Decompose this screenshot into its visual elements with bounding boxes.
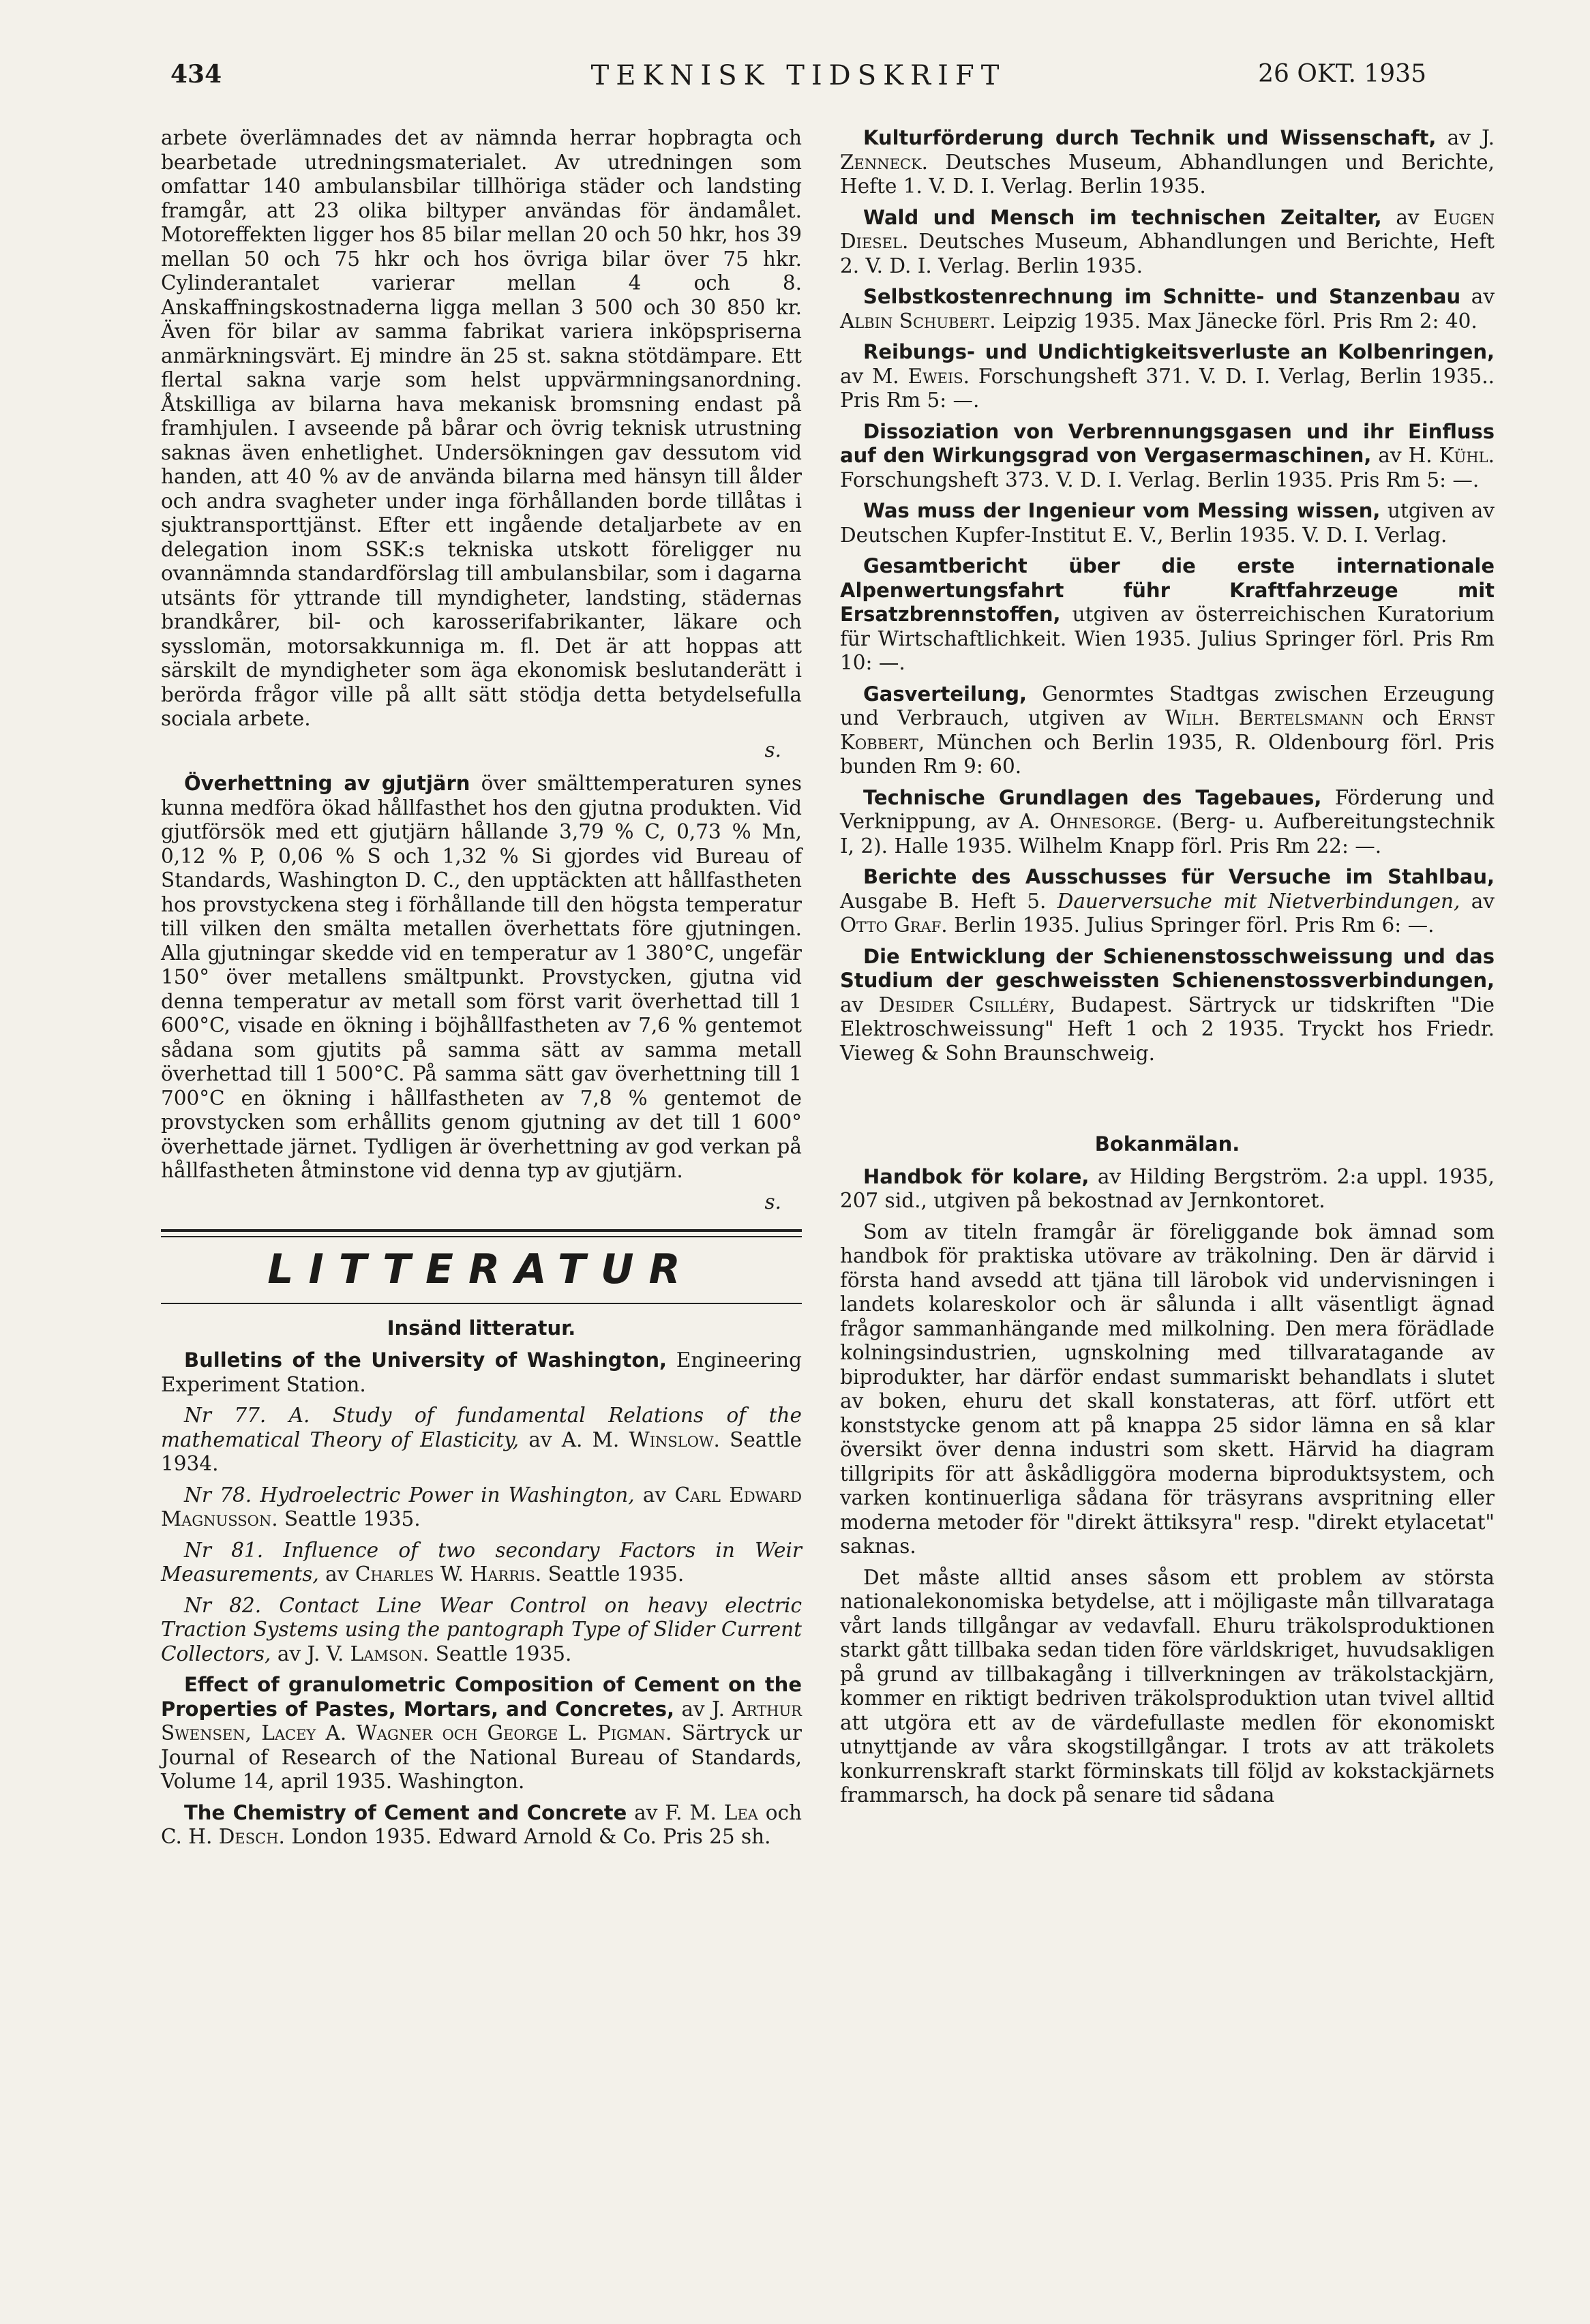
ambulance-paragraph: arbete överlämnades det av nämnda herrar hopbragta och bearbetade utredningsmaterialet. Av utredningen som omfattar 140 ambulansbilar tillhöriga städer och landsting framgår, att 23 olika biltyper användas för ändamålet. Motoreffekten ligger hos 85 bilar mellan 20 och 50 hkr, hos 39 mellan 50 och 75 hkr och hos övriga bilar över 75 hkr. Cylinderantalet varierar mellan 4 och 8. Anskaffningskostnaderna ligga mellan 3 500 och 30 850 kr. Även för bilar av samma fabrikat variera inköpspriserna anmärkningsvärt. Ej mindre än 25 st. sakna stötdämpare. Ett flertal sakna varje som helst uppvärmningsanordning. Åtskilliga av bilarna hava mekanisk bromsning endast på framhjulen. I avseende på bårar och övrig teknisk utrustning saknas även enhetlighet. Undersökningen gav dessutom vid handen, att 40 % av de använda bilarna med hänsyn till ålder och andra svagheter under inga förhållanden borde tillåtas i sjuktransporttjänst. Efter ett ingående detaljarbete av en delegation inom SSK:s tekniska utskott föreligger nu ovannämnda standardförslag till ambulansbilar, som i dagarna utsänts för yttrande till myndigheter, landsting, städernas brandkårer, bil- och karosserifabrikanter, läkare och sysslomän, motorsakkunniga m. fl. Det är att hoppas att särskilt de myndigheter som äga ekonomisk beslutanderätt i berörda frågor ville på allt sätt stödja detta betydelsefulla sociala arbete.	[161, 126, 802, 730]
literature-entry: Effect of granulometric Composition of Cement on the Properties of Pastes, Mortars, and Concretes, av J. Arthur Swensen, Lacey A. Wagner och George L. Pigman. Särtryck ur Journal of Research of the National Bureau of Standards, Volume 14, april 1935. Washington.	[161, 1673, 802, 1793]
literature-entry: The Chemistry of Cement and Concrete av F. M. Lea och C. H. Desch. London 1935. Edward Arnold & Co. Pris 25 sh.	[161, 1800, 802, 1848]
right-column	[840, 126, 1495, 1815]
literature-entry: Nr 82. Contact Line Wear Control on heavy electric Traction Systems using the pantograph Type of Slider Current Collectors, av J. V. Lamson. Seattle 1935.	[161, 1593, 802, 1665]
review-paragraph: Det måste alltid anses såsom ett problem av största nationalekonomiska betydelse, att i möjligaste mån tillvarataga vårt lands tillgångar av vedavfall. Ehuru träkolsproduktionen starkt gått tillbaka sedan tiden före världskriget, huvudsakligen på grund av tillbakagång i tillverkningen av träkolstackjärn, kommer en riktigt bedriven träkolsproduktion utan tvivel alltid att utgöra ett av de värdefullaste medlen för ekonomiskt utnyttjande av våra skogstillgångar. I trots av att träkolets konkurrenskraft starkt förminskats till följd av kokstackjärnets frammarsch, ha dock på senare tid sådana	[840, 1565, 1495, 1807]
literature-entry: Was muss der Ingenieur vom Messing wissen, utgiven av Deutschen Kupfer-Institut E. V., Berlin 1935. V. D. I. Verlag.	[840, 499, 1495, 547]
page-header	[170, 60, 1426, 108]
subsection-title: Bokanmälan.	[1094, 1132, 1240, 1156]
subsection-title: Insänd litteratur.	[387, 1316, 576, 1340]
signature: s.	[764, 1190, 781, 1213]
overheating-paragraph: Överhettning av gjutjärn över smälttemperaturen synes kunna medföra ökad hållfasthet hos den gjutna produkten. Vid gjutförsök med ett gjutjärn hållande 3,79 % C, 0,73 % Mn, 0,12 % P, 0,06 % S och 1,32 % Si gjordes vid Bureau of Standards, Washington D. C., den upptäckten att hållfastheten hos provstyckena steg i förhållande till den högsta temperatur till vilken den smälta metallen överhettats före gjutningen. Alla gjutningar skedde vid en temperatur av 1 380°C, ungefär 150° över metallens smältpunkt. Provstycken, gjutna vid denna temperatur av metall som först varit överhettad till 1 600°C, visade en ökning i böjhållfastheten av 7,6 % gentemot sådana som gjutits på samma sätt av samma metall överhettad till 1 500°C. På samma sätt gav överhettning till 1 700°C en ökning i hållfastheten av 7,8 % gentemot de provstycken som erhållits genom gjutning av det till 1 600° överhettade järnet. Tydligen är överhettning av god verkan på hållfastheten åtminstone vid denna typ av gjutjärn.	[161, 772, 802, 1182]
left-column	[161, 126, 802, 1856]
literature-entry: Die Entwicklung der Schienenstosschweissung und das Studium der geschweissten Schienenstossverbindungen, av Desider Csilléry, Budapest. Särtryck ur tidskriften "Die Elektroschweissung" Heft 1 och 2 1935. Tryckt hos Friedr. Vieweg & Sohn Braunschweig.	[840, 944, 1495, 1065]
section-title: LITTERATUR	[267, 1246, 695, 1293]
literature-entry: Nr 81. Influence of two secondary Factors in Weir Measurements, av Charles W. Harris. Seattle 1935.	[161, 1538, 802, 1586]
journal-title: TEKNISK TIDSKRIFT	[590, 60, 1006, 91]
literature-entry: Dissoziation von Verbrennungsgasen und ihr Einfluss auf den Wirkungsgrad von Vergasermaschinen, av H. Kühl. Forschungsheft 373. V. D. I. Verlag. Berlin 1935. Pris Rm 5: —.	[840, 419, 1495, 492]
signature: s.	[764, 738, 781, 761]
literature-entry: Reibungs- und Undichtigkeitsverluste an Kolbenringen, av M. Eweis. Forschungsheft 371. V. D. I. Verlag, Berlin 1935.. Pris Rm 5: —.	[840, 340, 1495, 412]
literature-entry: Wald und Mensch im technischen Zeitalter, av Eugen Diesel. Deutsches Museum, Abhandlungen und Berichte, Heft 2. V. D. I. Verlag. Berlin 1935.	[840, 205, 1495, 277]
literature-entry: Nr 77. A. Study of fundamental Relations of the mathematical Theory of Elasticity, av A. M. Winslow. Seattle 1934.	[161, 1404, 802, 1475]
page-number: 434	[170, 60, 222, 89]
article-heading: Överhettning av gjutjärn	[184, 772, 470, 795]
literature-entry: Bulletins of the University of Washington, Engineering Experiment Station.	[161, 1348, 802, 1396]
review-paragraph: Som av titeln framgår är föreliggande bok ämnad som handbok för praktiska utövare av träkolning. Den är därvid i första hand avsedd att tjäna till lärobok vid undervisningen i landets kolareskolor och är sålunda i allt väsentligt ägnad frågor sammanhängande med milkolning. Den mera förädlade kolningsindustrien, ugnskolning med tillvaratagande av biprodukter, har därför endast summariskt behandlats i slutet av boken, ehuru det skall konstateras, att förf. utfört ett konststycke genom att på knappa 25 sidor lämna en så klar översikt över denna industri som skett. Härvid ha diagram tillgripits för att åskådliggöra moderna biproduktsystem, och varken kontinuerliga sådana för träsyrans avspritning eller moderna metoder för "direkt ättiksyra" resp. "direkt etylacetat" saknas.	[840, 1220, 1495, 1558]
section-rule	[161, 1303, 802, 1304]
literature-entry: Berichte des Ausschusses für Versuche im Stahlbau, Ausgabe B. Heft 5. Dauerversuche mit Nietverbindungen, av Otto Graf. Berlin 1935. Julius Springer förl. Pris Rm 6: —.	[840, 865, 1495, 937]
literature-entry: Gesamtbericht über die erste internationale Alpenwertungsfahrt führ Kraftfahrzeuge mit Ersatzbrennstoffen, utgiven av österreichischen Kuratorium für Wirtschaftlichkeit. Wien 1935. Julius Springer förl. Pris Rm 10: —.	[840, 554, 1495, 674]
literature-entry: Kulturförderung durch Technik und Wissenschaft, av J. Zenneck. Deutsches Museum, Abhandlungen und Berichte, Hefte 1. V. D. I. Verlag. Berlin 1935.	[840, 126, 1495, 198]
literature-entry: Technische Grundlagen des Tagebaues, Förderung und Verknippung, av A. Ohnesorge. (Berg- u. Aufbereitungstechnik I, 2). Halle 1935. Wilhelm Knapp förl. Pris Rm 22: —.	[840, 785, 1495, 858]
literature-entry: Nr 78. Hydroelectric Power in Washington, av Carl Edward Magnusson. Seattle 1935.	[161, 1483, 802, 1530]
section-rule	[161, 1236, 802, 1237]
section-rule	[161, 1229, 802, 1232]
issue-date: 26 OKT. 1935	[1258, 60, 1426, 88]
literature-entry: Gasverteilung, Genormtes Stadtgas zwischen Erzeugung und Verbrauch, utgiven av Wilh. Bertelsmann och Ernst Kobbert, München och Berlin 1935, R. Oldenbourg förl. Pris bunden Rm 9: 60.	[840, 682, 1495, 778]
review-entry: Handbok för kolare, av Hilding Bergström. 2:a uppl. 1935, 207 sid., utgiven på bekostnad av Jernkontoret.	[840, 1164, 1495, 1212]
literature-entry: Selbstkostenrechnung im Schnitte- und Stanzenbau av Albin Schubert. Leipzig 1935. Max Jänecke förl. Pris Rm 2: 40.	[840, 285, 1495, 333]
